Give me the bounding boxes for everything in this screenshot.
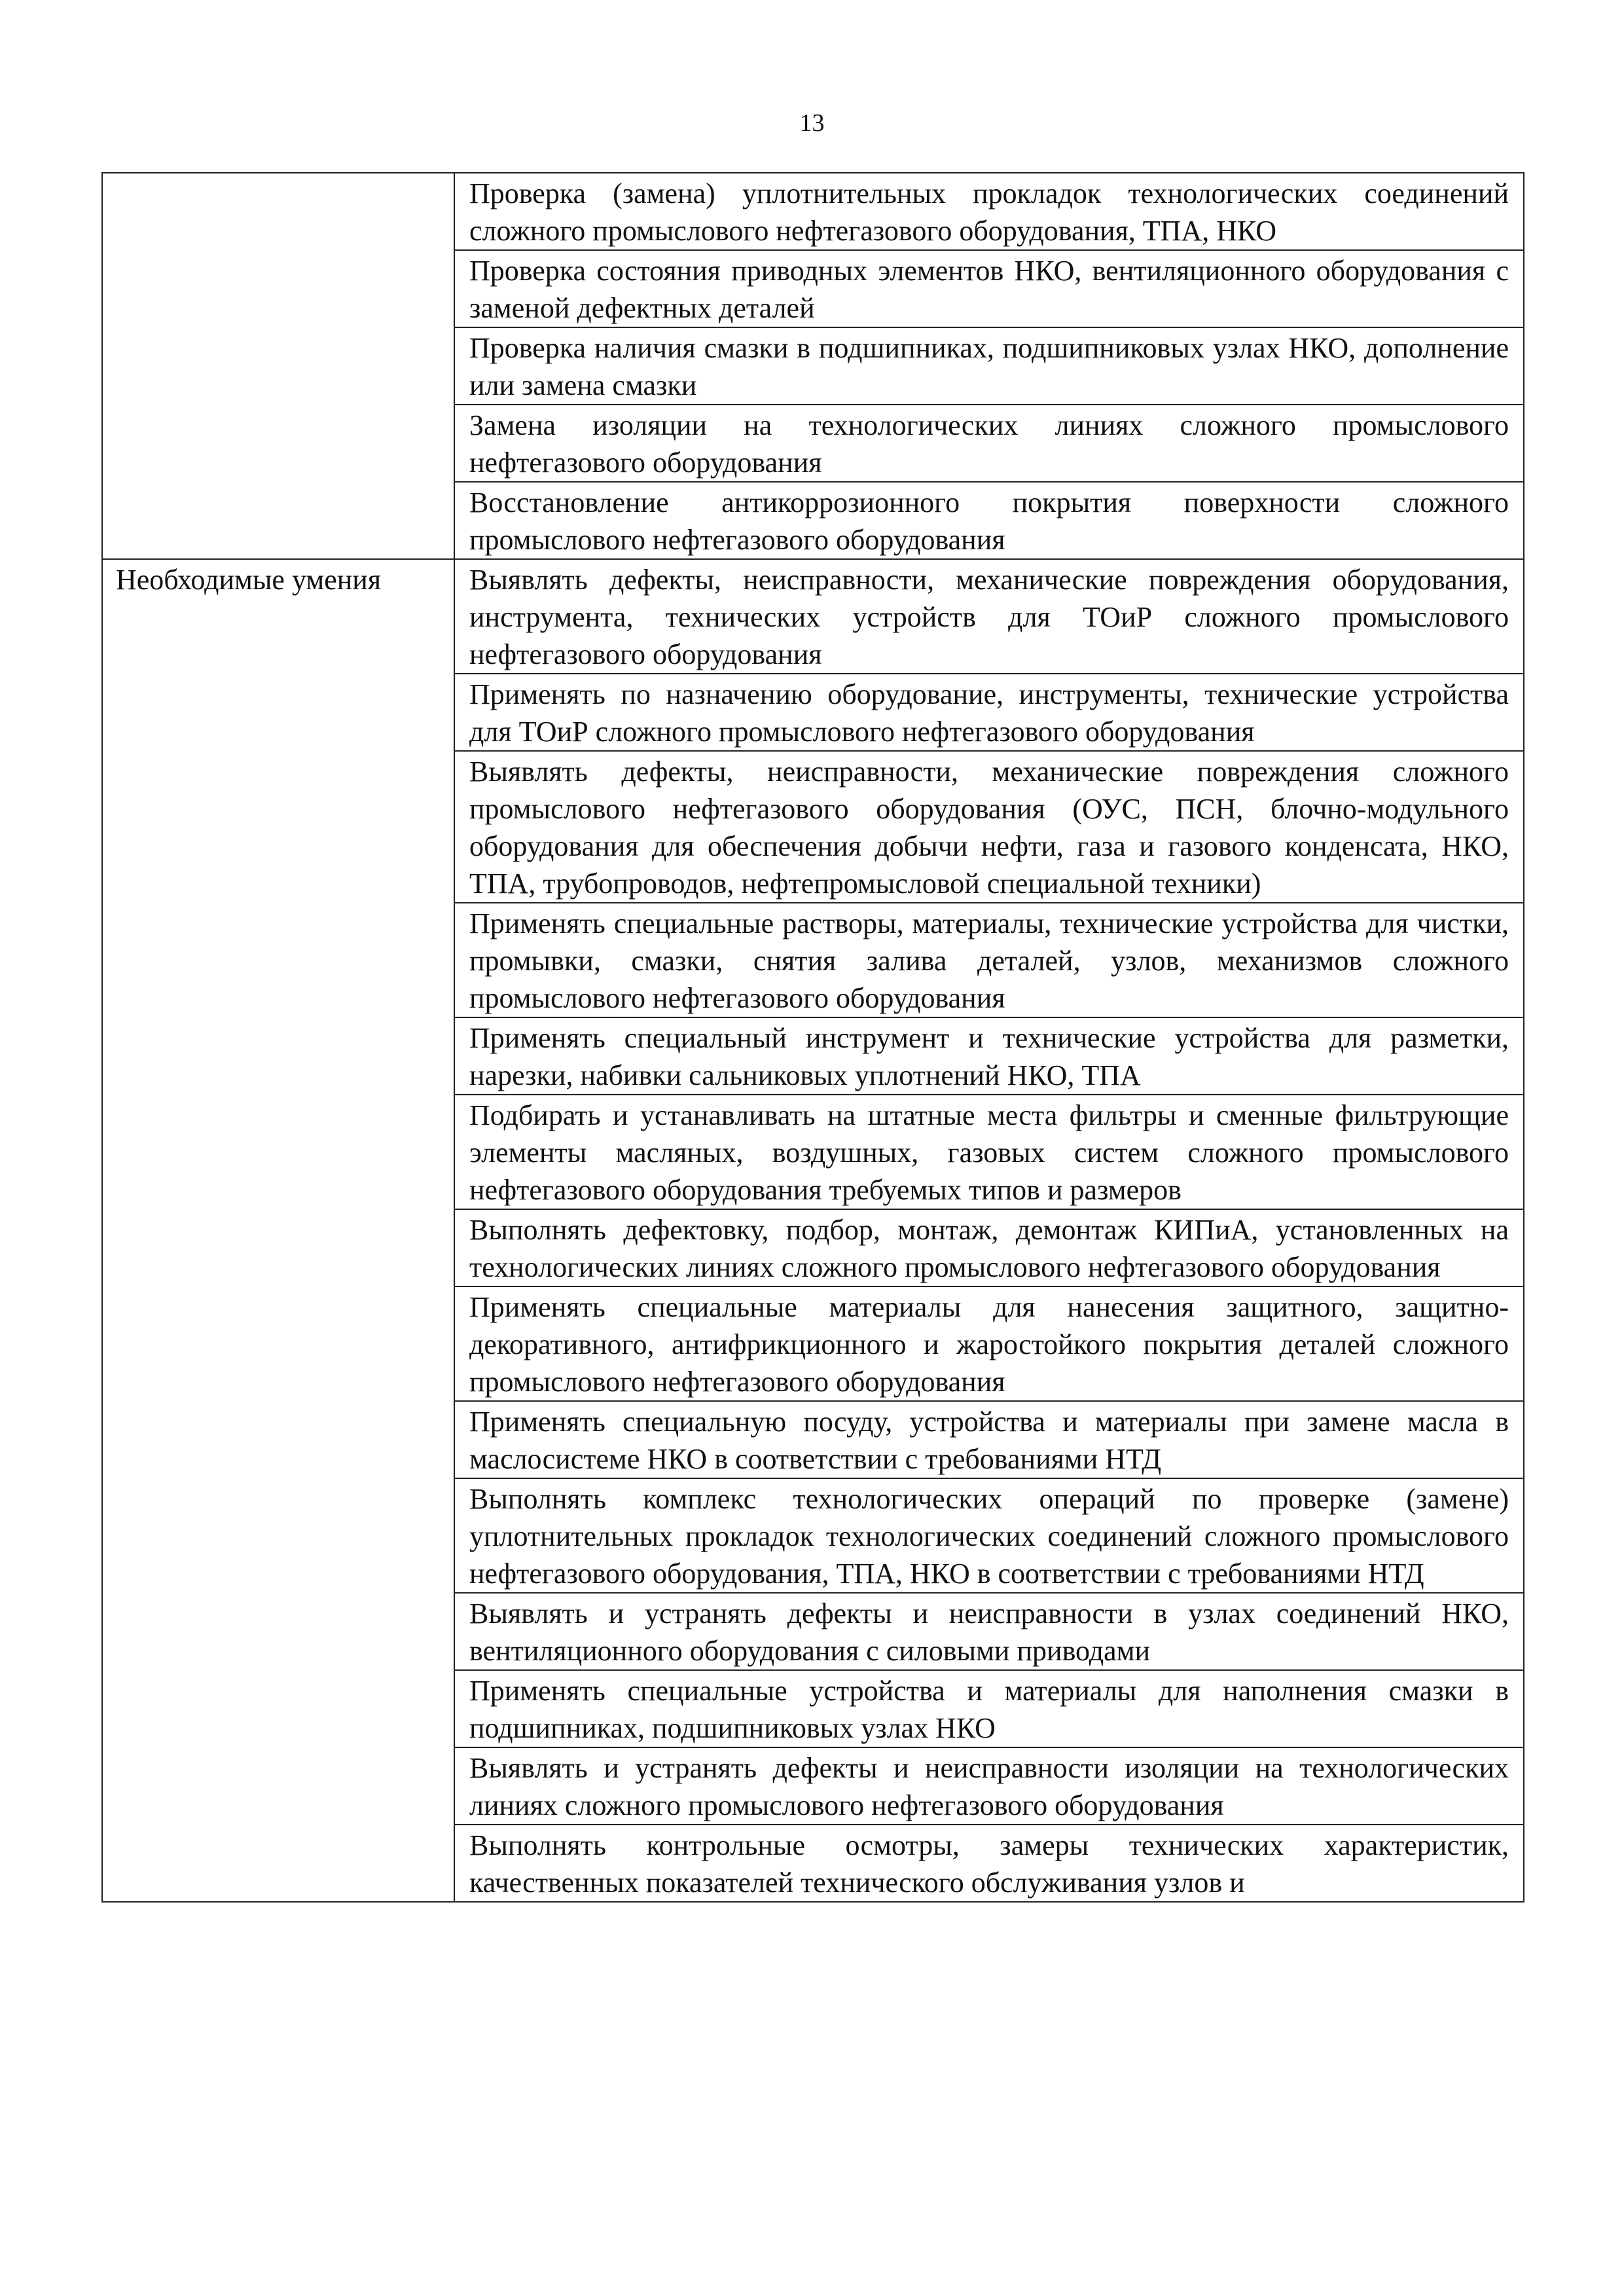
requirements-table xyxy=(101,172,1525,1903)
table-cell-item: Применять специальные устройства и материалы для наполнения смазки в подшипниках, подшипниковых узлах НКО xyxy=(454,1670,1524,1747)
table-cell-item: Применять специальный инструмент и технические устройства для разметки, нарезки, набивки сальниковых уплотнений НКО, ТПА xyxy=(454,1017,1524,1095)
table-cell-item: Выполнять дефектовку, подбор, монтаж, демонтаж КИПиА, установленных на технологических линиях сложного промыслового нефтегазового оборудования xyxy=(454,1209,1524,1286)
table-cell-item: Проверка состояния приводных элементов НКО, вентиляционного оборудования с заменой дефектных деталей xyxy=(454,250,1524,327)
table-cell-item: Выполнять контрольные осмотры, замеры технических характеристик, качественных показателей технического обслуживания узлов и xyxy=(454,1825,1524,1902)
table-cell-item: Применять специальные материалы для нанесения защитного, защитно-декоративного, антифрикционного и жаростойкого покрытия деталей сложного промыслового нефтегазового оборудования xyxy=(454,1286,1524,1401)
table-row xyxy=(102,173,1524,250)
table-cell-item: Проверка наличия смазки в подшипниках, подшипниковых узлах НКО, дополнение или замена смазки xyxy=(454,327,1524,405)
table-cell-item: Выявлять и устранять дефекты и неисправности изоляции на технологических линиях сложного промыслового нефтегазового оборудования xyxy=(454,1747,1524,1825)
table-cell-item: Выявлять и устранять дефекты и неисправности в узлах соединений НКО, вентиляционного оборудования с силовыми приводами xyxy=(454,1593,1524,1670)
table-cell-item: Применять специальные растворы, материалы, технические устройства для чистки, промывки, смазки, снятия залива деталей, узлов, механизмов сложного промыслового нефтегазового оборудования xyxy=(454,903,1524,1017)
table-cell-item: Восстановление антикоррозионного покрытия поверхности сложного промыслового нефтегазового оборудования xyxy=(454,482,1524,559)
section-label-empty xyxy=(102,173,454,559)
table-row xyxy=(102,559,1524,674)
section-label-skills: Необходимые умения xyxy=(102,559,454,1902)
table-cell-item: Проверка (замена) уплотнительных прокладок технологических соединений сложного промыслового нефтегазового оборудования, ТПА, НКО xyxy=(454,173,1524,250)
table-cell-item: Замена изоляции на технологических линиях сложного промыслового нефтегазового оборудования xyxy=(454,405,1524,482)
table-cell-item: Подбирать и устанавливать на штатные места фильтры и сменные фильтрующие элементы масляных, воздушных, газовых систем сложного промыслового нефтегазового оборудования требуемых типов и размеров xyxy=(454,1095,1524,1209)
table-cell-item: Применять по назначению оборудование, инструменты, технические устройства для ТОиР сложного промыслового нефтегазового оборудования xyxy=(454,674,1524,751)
table-cell-item: Выявлять дефекты, неисправности, механические повреждения сложного промыслового нефтегазового оборудования (ОУС, ПСН, блочно-модульного оборудования для обеспечения добычи нефти, газа и газового конденсата, НКО, ТПА, трубопроводов, нефтепромысловой специальной техники) xyxy=(454,751,1524,903)
table-cell-item: Выполнять комплекс технологических операций по проверке (замене) уплотнительных прокладок технологических соединений сложного промыслового нефтегазового оборудования, ТПА, НКО в соответствии с требованиями НТД xyxy=(454,1478,1524,1593)
table-cell-item: Применять специальную посуду, устройства и материалы при замене масла в маслосистеме НКО в соответствии с требованиями НТД xyxy=(454,1401,1524,1478)
table-cell-item: Выявлять дефекты, неисправности, механические повреждения оборудования, инструмента, технических устройств для ТОиР сложного промыслового нефтегазового оборудования xyxy=(454,559,1524,674)
page-number: 13 xyxy=(799,109,825,137)
